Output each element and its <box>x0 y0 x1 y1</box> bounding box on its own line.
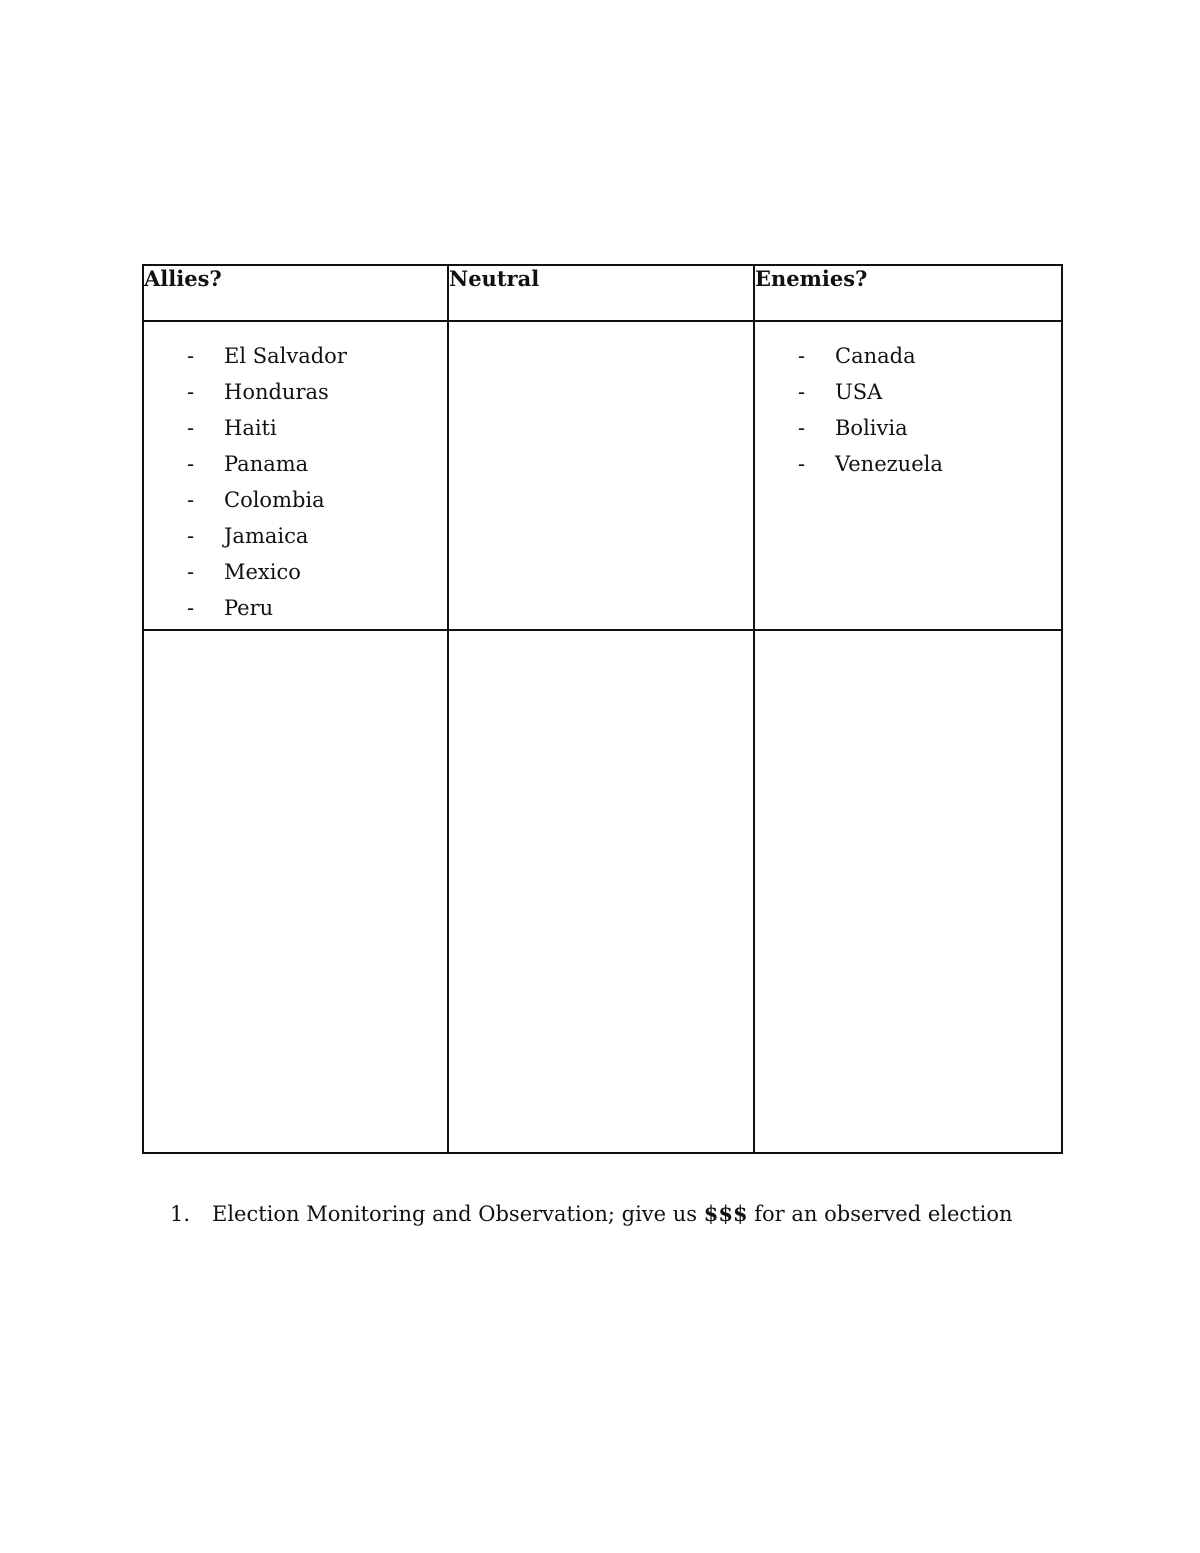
dash-bullet: - <box>187 596 195 620</box>
country-name: Bolivia <box>835 416 908 440</box>
country-name: USA <box>835 380 883 404</box>
note-text-after: for an observed election <box>747 1202 1013 1226</box>
allies-list <box>144 338 447 626</box>
country-name: El Salvador <box>224 344 347 368</box>
note-bold-text: $$$ <box>703 1201 748 1226</box>
enemies-cell <box>754 321 1062 630</box>
numbered-notes <box>170 1196 1013 1232</box>
country-name: Colombia <box>224 488 325 512</box>
list-item <box>755 338 1061 374</box>
country-name: Jamaica <box>224 524 309 548</box>
header-neutral: Neutral <box>448 265 754 321</box>
list-item <box>170 1196 1013 1232</box>
dash-bullet: - <box>798 416 806 440</box>
list-item <box>144 374 447 410</box>
country-name: Venezuela <box>835 452 943 476</box>
empty-cell <box>754 630 1062 1153</box>
table-header-row <box>143 265 1062 321</box>
list-item <box>144 338 447 374</box>
list-item <box>755 410 1061 446</box>
dash-bullet: - <box>798 380 806 404</box>
table-row <box>143 630 1062 1153</box>
list-item <box>144 482 447 518</box>
dash-bullet: - <box>187 524 195 548</box>
note-text-before: Election Monitoring and Observation; give us <box>212 1202 704 1226</box>
list-number: 1. <box>170 1202 191 1226</box>
country-name: Haiti <box>224 416 277 440</box>
header-allies: Allies? <box>143 265 448 321</box>
dash-bullet: - <box>187 560 195 584</box>
dash-bullet: - <box>798 452 806 476</box>
list-item <box>144 410 447 446</box>
list-item <box>144 590 447 626</box>
alignment-table <box>142 264 1063 1154</box>
enemies-list <box>755 338 1061 482</box>
dash-bullet: - <box>187 452 195 476</box>
empty-cell <box>143 630 448 1153</box>
table-row <box>143 321 1062 630</box>
country-name: Peru <box>224 596 274 620</box>
country-name: Honduras <box>224 380 329 404</box>
dash-bullet: - <box>187 416 195 440</box>
list-item <box>755 374 1061 410</box>
header-enemies: Enemies? <box>754 265 1062 321</box>
list-item <box>144 518 447 554</box>
neutral-cell <box>448 321 754 630</box>
country-name: Mexico <box>224 560 301 584</box>
list-item <box>144 446 447 482</box>
dash-bullet: - <box>798 344 806 368</box>
dash-bullet: - <box>187 488 195 512</box>
allies-cell <box>143 321 448 630</box>
list-item <box>144 554 447 590</box>
dash-bullet: - <box>187 380 195 404</box>
country-name: Panama <box>224 452 309 476</box>
list-item <box>755 446 1061 482</box>
empty-cell <box>448 630 754 1153</box>
dash-bullet: - <box>187 344 195 368</box>
country-name: Canada <box>835 344 916 368</box>
